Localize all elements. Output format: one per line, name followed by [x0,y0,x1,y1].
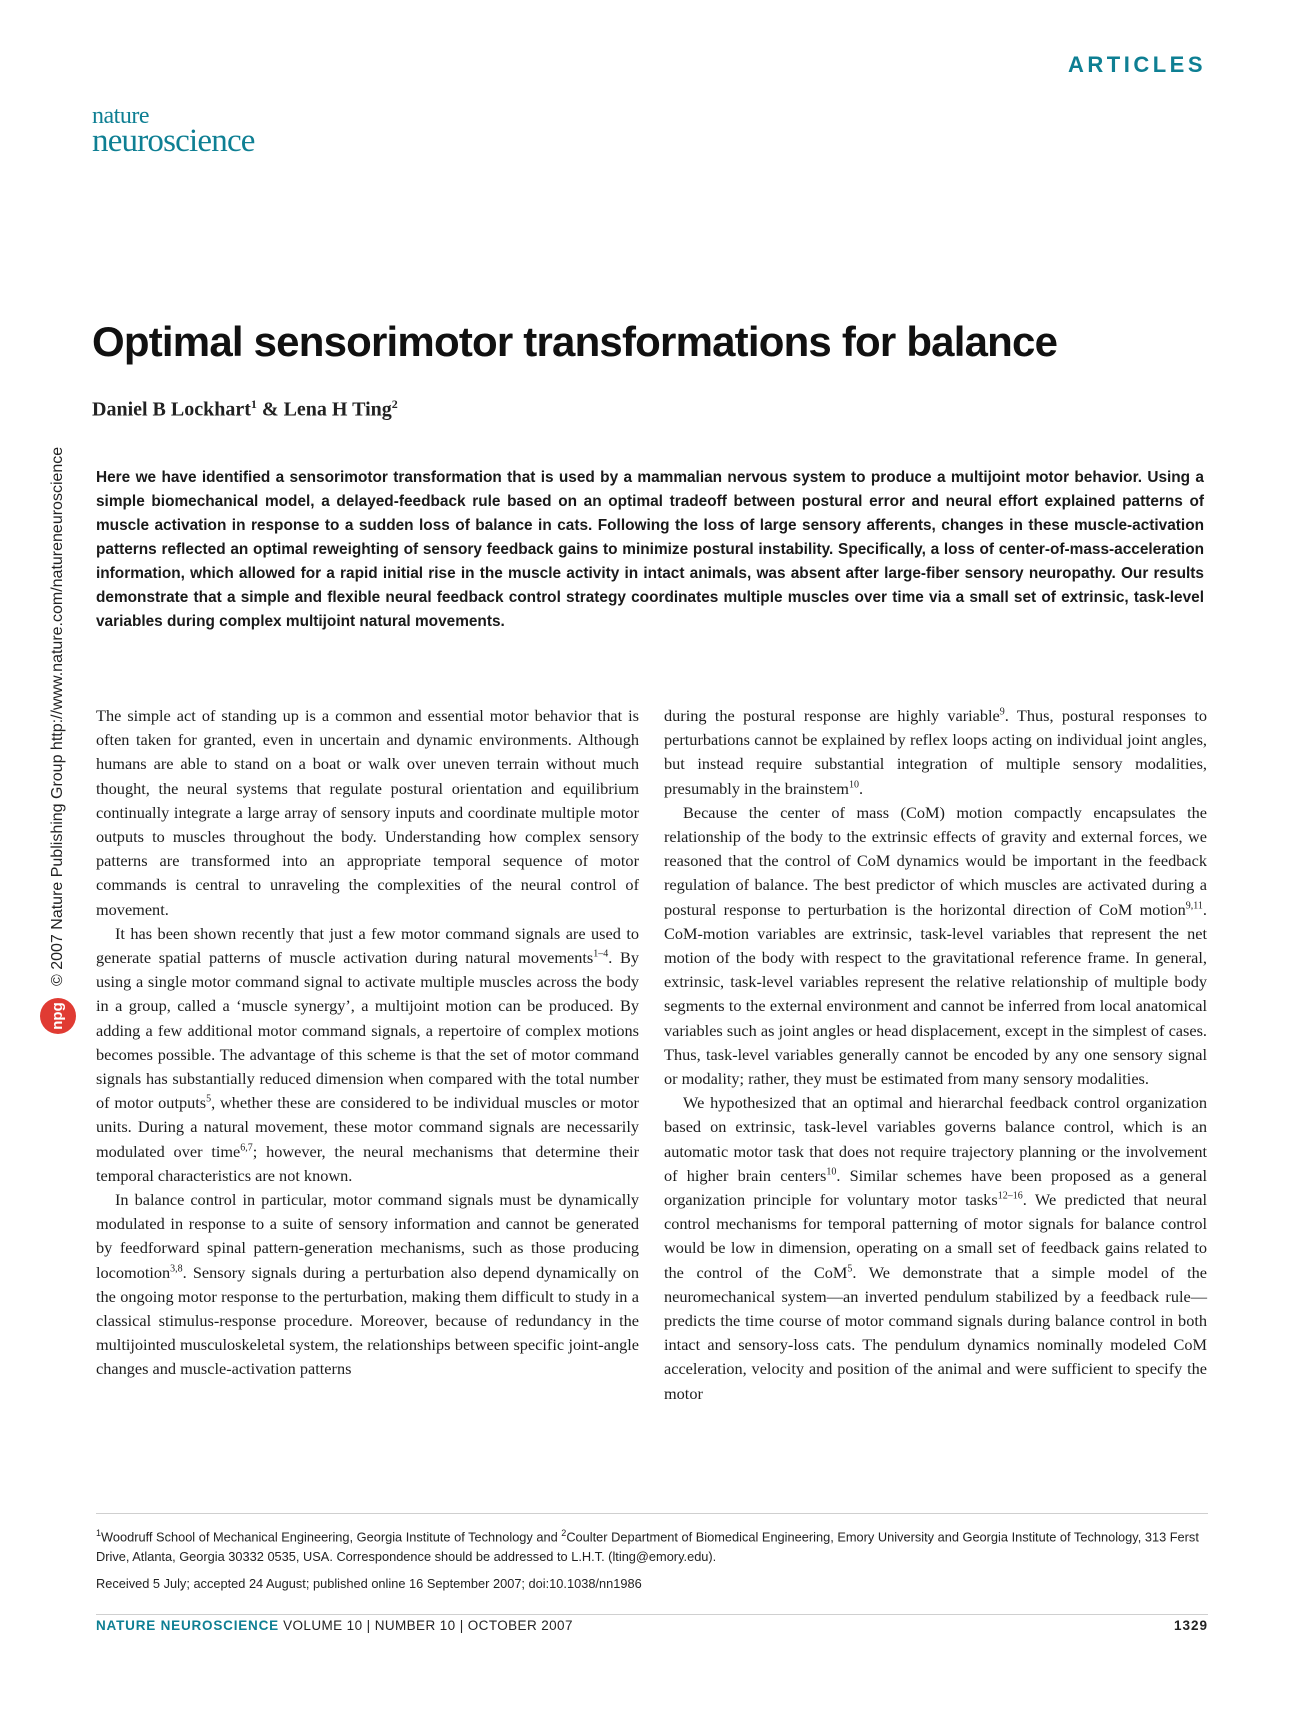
page-number: 1329 [1173,1618,1208,1633]
logo-line-nature: nature [92,103,149,129]
text-run: . We demonstrate that a simple model of the neuromechanical system—an inverted pendulum stabilized by a feedback rule—predicts the time course of motor command signals during balance control in both intact and sensory-loss cats. The pendulum dynamics nominally modeled CoM acceleration, velocity and position of the animal and were sufficient to specify the motor [664,1262,1207,1403]
text-run: Coulter Department of Biomedical Engineering, Emory University and Georgia Institute of Technology, 313 Ferst Drive, Atlanta, Georgia 30332 0535, USA. Correspondence should be addressed to L.H.T. (lting@emory.edu). [96,1529,1199,1565]
text-run: In balance control in particular, motor command signals must be dynamically modulated in response to a suite of sensory information and cannot be generated by feedforward spinal pattern-generation mechanisms, such as those producing locomotion [96,1190,639,1282]
text-run: . By using a single motor command signal to activate multiple muscles across the body in a group, called a ‘muscle synergy’, a multijoint motion can be produced. By adding a few additional motor command signals, a repertoire of complex motions becomes possible. The advantage of this scheme is that the set of motor command signals has substantially reduced dimension when compared with the total number of motor outputs [96,948,639,1113]
citation-superscript: 5 [847,1263,853,1275]
body-paragraph [664,704,1207,801]
logo-line-neuroscience: neuroscience [92,123,255,159]
citation-superscript: 9,11 [1185,900,1203,912]
author-affiliation-mark: 1 [250,397,257,411]
citation-superscript: 5 [206,1093,212,1105]
text-run: . Similar schemes have been proposed as a general organization principle for voluntary motor tasks [664,1165,1208,1210]
page-footer [96,1618,573,1633]
text-run: . Sensory signals during a perturbation also depend dynamically on the ongoing motor response to the perturbation, making them difficult to study in a classical stimulus-response procedure. Moreover, because of redundancy in the multijointed musculoskeletal system, the relationships between specific joint-angle changes and muscle-activation patterns [96,1262,639,1379]
citation-superscript: 12–16 [997,1190,1023,1202]
text-run: It has been shown recently that just a few motor command signals are used to generate spatial patterns of muscle activation during natural movements [96,923,639,968]
citation-superscript: 2 [561,1528,567,1538]
text-run: . CoM-motion variables are extrinsic, task-level variables that represent the net motion of the body with respect to the gravitational reference frame. In general, extrinsic, task-level variables represent the relative relationship of multiple body segments to the external environment and cannot be inferred from local anatomical variables such as joint angles or head displacement, except in the simplest of cases. Thus, task-level variables generally cannot be encoded by any one sensory signal or modality; rather, they must be estimated from many sensory modalities. [664,899,1207,1089]
affiliations [96,1523,1208,1567]
citation-superscript: 10 [848,779,859,791]
body-column-left [96,704,639,1382]
text-run: ; however, the neural mechanisms that determine their temporal characteristics are not known. [96,1141,639,1185]
text-run: during the postural response are highly variable [664,706,1000,725]
text-run: Because the center of mass (CoM) motion compactly encapsulates the relationship of the body to the extrinsic effects of gravity and external forces, we reasoned that the control of CoM dynamics would be important in the feedback regulation of balance. The best predictor of which muscles are activated during a postural response to perturbation is the horizontal direction of CoM motion [664,802,1207,919]
text-run: , whether these are considered to be individual muscles or motor units. During a natural movement, these motor command signals are necessarily modulated over time [96,1093,639,1161]
copyright-sidebar [40,447,76,1034]
npg-logo-icon: npg [40,998,76,1034]
citation-superscript: 6,7 [240,1142,253,1154]
text-run: Woodruff School of Mechanical Engineering, Georgia Institute of Technology and [101,1529,562,1545]
journal-logo [92,104,255,158]
citation-superscript: 9 [999,706,1005,718]
body-paragraph [664,1091,1207,1406]
author-name: Daniel B Lockhart [92,398,251,421]
text-run: The simple act of standing up is a common and essential motor behavior that is often taken for granted, even in uncertain and dynamic environments. Although humans are able to stand on a boat or walk over uneven terrain without much thought, the neural systems that regulate postural orientation and equilibrium continually integrate a large array of sensory inputs and coordinate multiple motor outputs to muscles throughout the body. Understanding how complex sensory patterns are transformed into an appropriate temporal sequence of motor commands is central to unraveling the complexities of the neural control of movement. [96,706,639,919]
text-run: . [858,778,864,798]
author-affiliation-mark: 2 [391,397,398,411]
citation-superscript: 3,8 [170,1263,183,1275]
body-paragraph [96,1188,639,1382]
footer-journal-name: NATURE NEUROSCIENCE [96,1618,279,1633]
article-title: Optimal sensorimotor transformations for balance [92,318,1058,365]
body-paragraph [96,704,639,922]
text-run: We hypothesized that an optimal and hierarchal feedback control organization based on extrinsic, task-level variables governs balance control, which is an automatic motor task that does not require trajectory planning or the involvement of higher brain centers [664,1093,1207,1185]
footnote-divider [96,1513,1208,1514]
author-separator: & [256,398,284,421]
citation-superscript: 10 [826,1166,837,1178]
footer-issue-info: VOLUME 10 | NUMBER 10 | OCTOBER 2007 [278,1618,573,1633]
body-column-right [664,704,1207,1406]
body-paragraph [664,801,1207,1091]
received-dates: Received 5 July; accepted 24 August; published online 16 September 2007; doi:10.1038/nn1986 [96,1576,642,1591]
author-list [92,397,398,422]
body-paragraph [96,922,639,1188]
author-name: Lena H Ting [283,398,392,421]
abstract: Here we have identified a sensorimotor transformation that is used by a mammalian nervous system to produce a multijoint motor behavior. Using a simple biomechanical model, a delayed-feedback rule based on an optimal tradeoff between postural error and neural effort explained patterns of muscle activation in response to a sudden loss of balance in cats. Following the loss of large sensory afferents, changes in these muscle-activation patterns reflected an optimal reweighting of sensory feedback gains to minimize postural instability. Specifically, a loss of center-of-mass-acceleration information, which allowed for a rapid initial rise in the muscle activity in intact animals, was absent after large-fiber sensory neuropathy. Our results demonstrate that a simple and flexible neural feedback control strategy coordinates multiple muscles over time via a small set of extrinsic, task-level variables during complex multijoint natural movements. [96,469,1204,630]
text-run: . Thus, postural responses to perturbations cannot be explained by reflex loops acting on individual joint angles, but instead require substantial integration of multiple sensory modalities, presumably in the brainstem [664,706,1207,798]
citation-superscript: 1–4 [593,948,609,960]
citation-superscript: 1 [96,1528,102,1538]
copyright-text: © 2007 Nature Publishing Group http://www.nature.com/natureneuroscience [49,446,66,986]
text-run: . We predicted that neural control mechanisms for temporal patterning of motor signals for balance control would be low in dimension, operating on a small set of feedback gains related to the control of the CoM [664,1190,1207,1282]
footer-divider [96,1614,1208,1615]
section-label: ARTICLES [1068,52,1206,77]
